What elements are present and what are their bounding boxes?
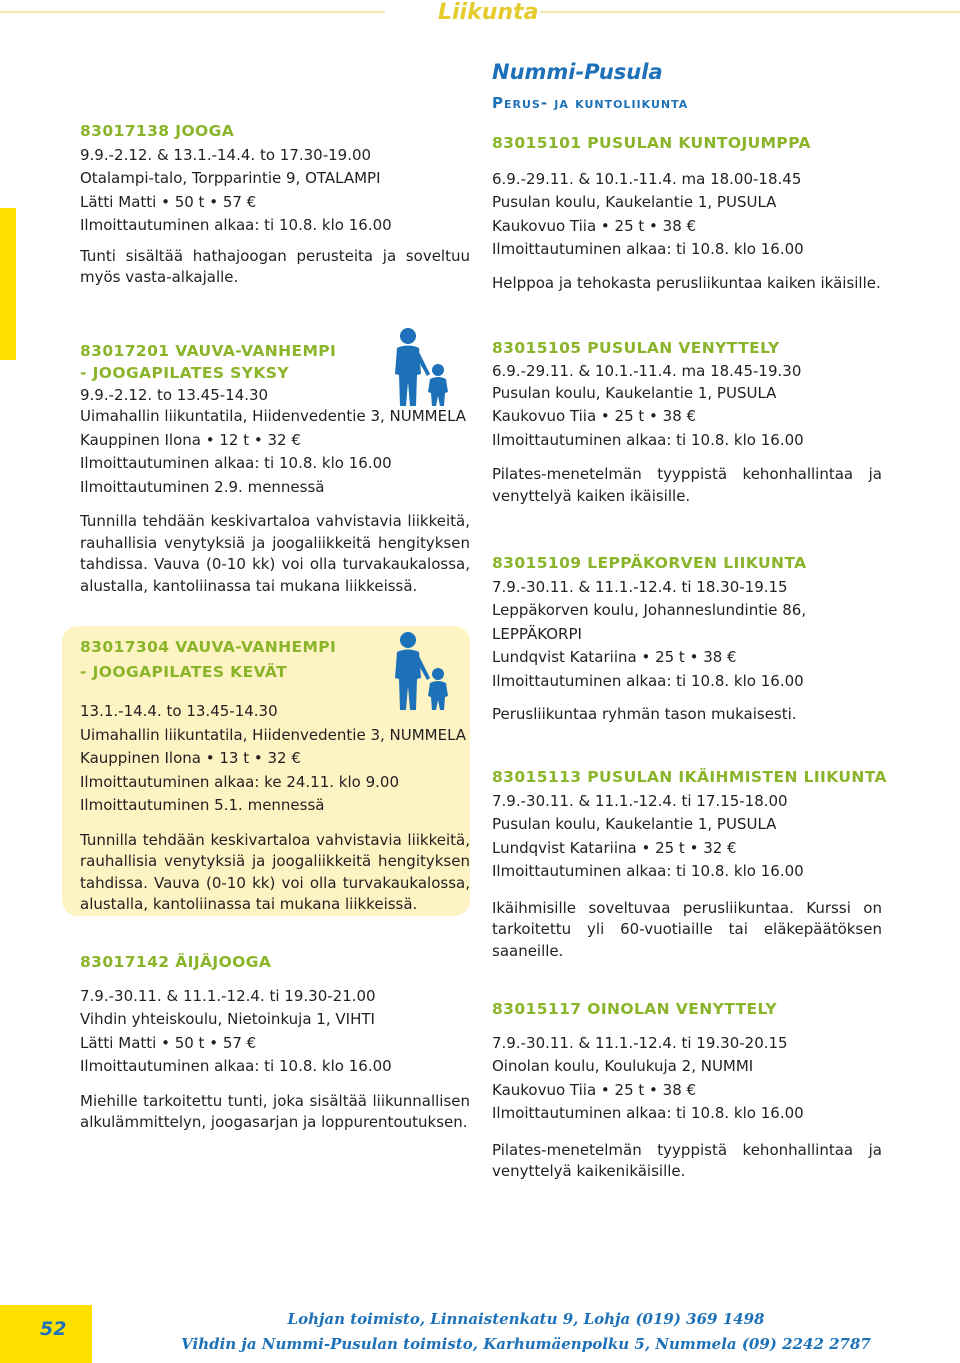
parent-child-icon xyxy=(386,630,456,712)
footer-office-lohja: Lohjan toimisto, Linnaistenkatu 9, Lohja (019) 369 1498 xyxy=(287,1310,765,1328)
region-header xyxy=(492,60,882,112)
course-location: Otalampi-talo, Torpparintie 9, OTALAMPI xyxy=(80,169,381,187)
course-description: Tunti sisältää hathajoogan perusteita ja soveltuu myös vasta-alkajalle. xyxy=(80,246,470,286)
course-location: Oinolan koulu, Koulukuja 2, NUMMI xyxy=(492,1057,754,1075)
course-deadline: Ilmoittautuminen 5.1. mennessä xyxy=(80,796,325,814)
course-title: 83017142 ÄIJÄJOOGA xyxy=(80,953,272,971)
course-title: 83015113 PUSULAN IKÄIHMISTEN LIIKUNTA xyxy=(492,768,887,786)
course-location: Uimahallin liikuntatila, Hiidenvedentie 3, NUMMELA xyxy=(80,725,467,744)
course-location: Pusulan koulu, Kaukelantie 1, PUSULA xyxy=(492,815,777,833)
course-description: Ikäihmisille soveltuvaa perusliikuntaa. Kurssi on tarkoitettu yli 60-vuotiaille tai eläkepäätöksen saaneille. xyxy=(492,898,882,960)
header-rule-left xyxy=(0,11,385,13)
course-dates: 6.9.-29.11. & 10.1.-11.4. ma 18.45-19.30 xyxy=(492,361,802,380)
parent-child-icon xyxy=(386,326,456,408)
course-title: 83015105 PUSULAN VENYTTELY xyxy=(492,339,780,357)
course-location-town: LEPPÄKORPI xyxy=(492,624,582,643)
course-teacher: Lätti Matti • 50 t • 57 € xyxy=(80,192,257,211)
course-registration: Ilmoittautuminen alkaa: ti 10.8. klo 16.00 xyxy=(492,671,804,690)
course-teacher: Kaukovuo Tiia • 25 t • 38 € xyxy=(492,216,697,235)
course-title-line2: - JOOGAPILATES SYKSY xyxy=(80,363,289,382)
course-dates: 9.9.-2.12. & 13.1.-14.4. to 17.30-19.00 xyxy=(80,145,372,164)
course-dates: 13.1.-14.4. to 13.45-14.30 xyxy=(80,702,278,720)
course-registration: Ilmoittautuminen alkaa: ti 10.8. klo 16.00 xyxy=(80,454,392,472)
course-location: Pusulan koulu, Kaukelantie 1, PUSULA xyxy=(492,193,777,211)
course-deadline: Ilmoittautuminen 2.9. mennessä xyxy=(80,477,325,496)
course-aijajooga xyxy=(80,951,470,1134)
course-dates: 9.9.-2.12. to 13.45-14.30 xyxy=(80,386,269,404)
course-description: Tunnilla tehdään keskivartaloa vahvistavia liikkeitä, rauhallisia venytyksiä ja joogaliikkeitä hengityksen tahdissa. Vauva (0-10 kk) voi olla turvakaukalossa, alustalla, kantoliinassa tai mukana liikkeissä. xyxy=(80,512,470,595)
course-oinola xyxy=(492,998,882,1183)
course-registration: Ilmoittautuminen alkaa: ti 10.8. klo 16.00 xyxy=(492,430,804,449)
course-teacher: Kauppinen Ilona • 13 t • 32 € xyxy=(80,749,301,767)
region-title: Nummi-Pusula xyxy=(492,60,663,84)
course-title-line2: - JOOGAPILATES KEVÄT xyxy=(80,662,288,681)
course-description: Miehille tarkoitettu tunti, joka sisältää liikunnallisen alkulämmittelyn, joogasarjan ja loppurentoutuksen. xyxy=(80,1091,470,1131)
course-registration: Ilmoittautuminen alkaa: ke 24.11. klo 9.00 xyxy=(80,772,399,791)
course-description: Helppoa ja tehokasta perusliikuntaa kaiken ikäisille. xyxy=(492,273,881,292)
course-dates: 7.9.-30.11. & 11.1.-12.4. ti 17.15-18.00 xyxy=(492,791,788,810)
course-title: 83017138 JOOGA xyxy=(80,122,235,140)
course-dates: 7.9.-30.11. & 11.1.-12.4. ti 19.30-20.15 xyxy=(492,1033,788,1052)
course-description: Pilates-menetelmän tyyppistä kehonhallintaa ja venyttelyä kaikenikäisille. xyxy=(492,1140,882,1180)
course-registration: Ilmoittautuminen alkaa: ti 10.8. klo 16.00 xyxy=(492,1104,804,1122)
footer-office-vihti: Vihdin ja Nummi-Pusulan toimisto, Karhumäenpolku 5, Nummela (09) 2242 2787 xyxy=(181,1335,871,1353)
course-title: 83015109 LEPPÄKORVEN LIIKUNTA xyxy=(492,554,807,572)
course-location: Pusulan koulu, Kaukelantie 1, PUSULA xyxy=(492,383,777,402)
course-title: 83015117 OINOLAN VENYTTELY xyxy=(492,1000,777,1018)
course-registration: Ilmoittautuminen alkaa: ti 10.8. klo 16.00 xyxy=(80,1057,392,1075)
course-location: Vihdin yhteiskoulu, Nietoinkuja 1, VIHTI xyxy=(80,1010,375,1028)
subsection-title: Perus- ja kuntoliikunta xyxy=(492,94,689,112)
course-leppakorpi xyxy=(492,552,882,726)
course-dates: 7.9.-30.11. & 11.1.-12.4. ti 18.30-19.15 xyxy=(492,577,788,596)
course-location: Leppäkorven koulu, Johanneslundintie 86, xyxy=(492,601,807,619)
course-description: Pilates-menetelmän tyyppistä kehonhallintaa ja venyttelyä kaiken ikäisille. xyxy=(492,465,882,505)
course-kuntojumppa xyxy=(492,132,882,294)
course-ikaihmiset xyxy=(492,766,887,962)
course-teacher: Kaukovuo Tiia • 25 t • 38 € xyxy=(492,407,697,425)
course-teacher: Lundqvist Katariina • 25 t • 38 € xyxy=(492,648,737,666)
course-title-line1: 83017201 VAUVA-VANHEMPI xyxy=(80,342,337,360)
course-jooga xyxy=(80,120,470,289)
course-description: Perusliikuntaa ryhmän tason mukaisesti. xyxy=(492,705,797,723)
header-rule-right xyxy=(540,11,960,13)
course-teacher: Lätti Matti • 50 t • 57 € xyxy=(80,1033,257,1052)
side-accent-bar xyxy=(0,208,16,360)
course-registration: Ilmoittautuminen alkaa: ti 10.8. klo 16.00 xyxy=(492,862,804,880)
course-title: 83015101 PUSULAN KUNTOJUMPPA xyxy=(492,134,811,152)
course-teacher: Kauppinen Ilona • 12 t • 32 € xyxy=(80,430,301,449)
course-teacher: Kaukovuo Tiia • 25 t • 38 € xyxy=(492,1080,697,1099)
course-title-line1: 83017304 VAUVA-VANHEMPI xyxy=(80,638,337,656)
course-dates: 7.9.-30.11. & 11.1.-12.4. ti 19.30-21.00 xyxy=(80,986,376,1005)
course-registration: Ilmoittautuminen alkaa: ti 10.8. klo 16.00 xyxy=(492,240,804,258)
course-description: Tunnilla tehdään keskivartaloa vahvistavia liikkeitä, rauhallisia venytyksiä ja joogaliikkeitä hengityksen tahdissa. Vauva (0-10 kk) voi olla turvakaukalossa, alustalla, kantoliinassa tai mukana liikkeissä. xyxy=(80,830,470,913)
page-number: 52 xyxy=(40,1318,67,1340)
course-registration: Ilmoittautuminen alkaa: ti 10.8. klo 16.00 xyxy=(80,216,392,234)
section-title: Liikunta xyxy=(438,0,539,25)
course-teacher: Lundqvist Katariina • 25 t • 32 € xyxy=(492,838,737,857)
course-venyttely xyxy=(492,337,882,507)
course-location: Uimahallin liikuntatila, Hiidenvedentie 3, NUMMELA xyxy=(80,407,467,425)
course-dates: 6.9.-29.11. & 10.1.-11.4. ma 18.00-18.45 xyxy=(492,169,802,188)
